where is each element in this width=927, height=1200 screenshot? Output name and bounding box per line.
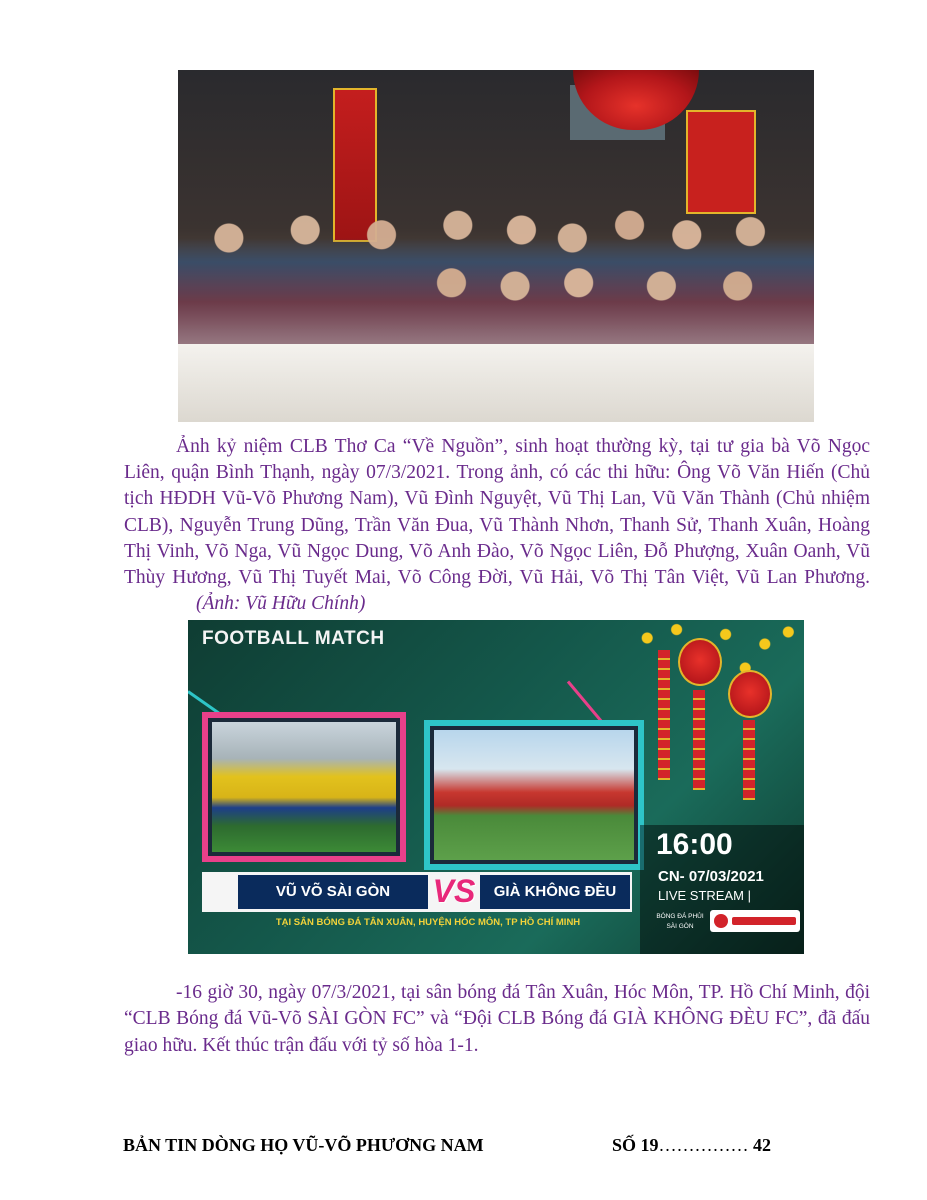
team-yellow-photo [212, 722, 396, 852]
lantern-icon [678, 638, 722, 686]
dining-table [178, 344, 814, 422]
team-photo-left [202, 712, 406, 862]
publication-name: BẢN TIN DÒNG HỌ VŨ-VÕ PHƯƠNG NAM [123, 1135, 484, 1155]
photo-caption [124, 434, 870, 617]
sponsor-logo [710, 910, 800, 932]
live-stream-label: LIVE STREAM | [658, 888, 751, 903]
firecracker [658, 650, 670, 780]
sponsor-logo-text: BÓNG ĐÁ PHỦI SÀI GÒN [656, 913, 704, 930]
team-left-name: VŨ VÕ SÀI GÒN [238, 875, 428, 909]
team-photo-right [424, 720, 644, 870]
team-red-photo [434, 730, 634, 860]
page-number: 42 [753, 1135, 772, 1155]
firecracker [693, 690, 705, 790]
match-date: CN- 07/03/2021 [658, 868, 764, 885]
photo-credit: (Ảnh: Vũ Hữu Chính) [196, 593, 366, 615]
lantern-icon [728, 670, 772, 718]
match-caption: -16 giờ 30, ngày 07/3/2021, tại sân bóng đá Tân Xuân, Hóc Môn, TP. Hồ Chí Minh, đội “CLB Bóng đá Vũ-Võ SÀI GÒN FC” và “Đội CLB Bóng đá GIÀ KHÔNG ĐÈU FC”, đã đấu giao hữu. Kết thúc trận đấu với tỷ số hòa 1-1. [124, 982, 870, 1056]
leader-dots: …………… [658, 1135, 749, 1155]
page-footer [123, 1135, 772, 1156]
issue-label: SỐ 19 [612, 1135, 659, 1155]
poster-title: FOOTBALL MATCH [202, 628, 385, 649]
firecracker [743, 720, 755, 800]
match-venue: TẠI SÂN BÓNG ĐÁ TÂN XUÂN, HUYỆN HÓC MÔN, TP HỒ CHÍ MINH [275, 917, 581, 928]
match-poster [188, 620, 804, 954]
caption-text: Ảnh kỷ niệm CLB Thơ Ca “Về Nguồn”, sinh hoạt thường kỳ, tại tư gia bà Võ Ngọc Liên, quận Bình Thạnh, ngày 07/3/2021. Trong ảnh, có các thi hữu: Ông Võ Văn Hiến (Chủ tịch HĐDH Vũ-Võ Phương Nam), Vũ Đình Nguyệt, Vũ Thị Lan, Vũ Văn Thành (Chủ nhiệm CLB), Nguyễn Trung Dũng, Trần Văn Đua, Vũ Thành Nhơn, Thanh Sử, Thanh Xuân, Hoàng Thị Vinh, Võ Nga, Vũ Ngọc Dung, Võ Anh Đào, Võ Ngọc Liên, Đỗ Phượng, Xuân Oanh, Vũ Thùy Hương, Vũ Thị Tuyết Mai, Võ Công Đời, Vũ Hải, Võ Thị Tân Việt, Vũ Lan Phương. [124, 436, 870, 589]
group-of-people [178, 190, 814, 350]
vs-label: VS [432, 873, 476, 909]
team-right-name: GIÀ KHÔNG ĐÈU [480, 875, 630, 909]
issue-number [612, 1135, 771, 1156]
match-time: 16:00 [656, 828, 733, 861]
group-photo [178, 70, 814, 422]
